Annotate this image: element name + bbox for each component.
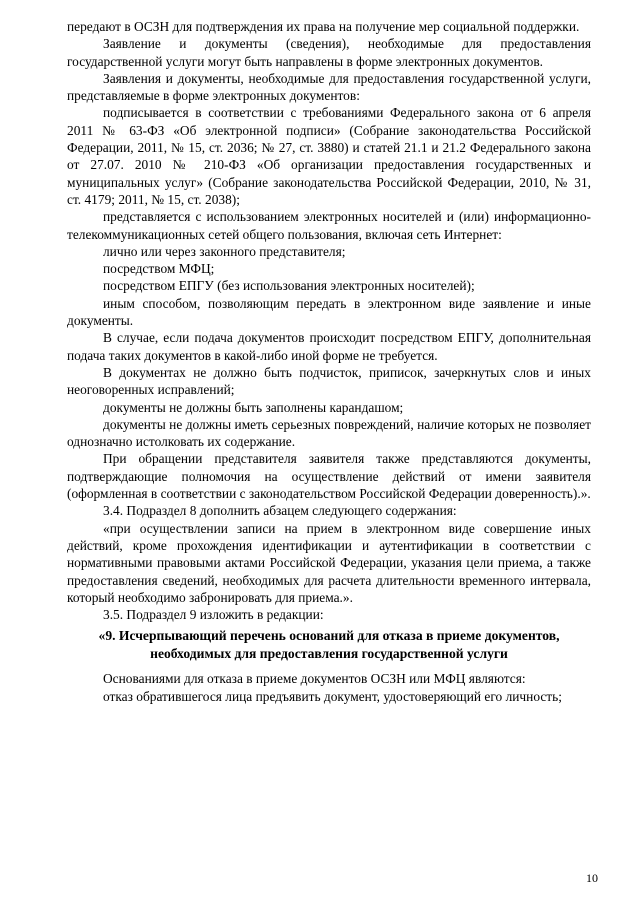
- document-body: [67, 18, 591, 705]
- paragraph: «при осуществлении записи на прием в электронном виде совершение иных действий, кроме прохождения идентификации и аутентификации в соответствии с нормативными правовыми актами Российской Федерации, указания цели приема, а также предоставления сведений, необходимых для расчета длительности временного интервала, который необходимо забронировать для приема.».: [67, 520, 591, 605]
- paragraph: представляется с использованием электронных носителей и (или) информационно-телекоммуникационных сетей общего пользования, включая сеть Интернет:: [67, 209, 591, 242]
- paragraph: передают в ОСЗН для подтверждения их права на получение мер социальной поддержки.: [67, 19, 580, 34]
- section-heading: [67, 627, 591, 662]
- paragraph: 3.5. Подраздел 9 изложить в редакции:: [103, 607, 324, 623]
- paragraph: 3.4. Подраздел 8 дополнить абзацем следующего содержания:: [103, 503, 457, 519]
- paragraph: лично или через законного представителя;: [103, 243, 346, 259]
- paragraph: В документах не должно быть подчисток, приписок, зачеркнутых слов и иных неоговоренных исправлений;: [67, 364, 591, 398]
- paragraph: В случае, если подача документов происходит посредством ЕПГУ, дополнительная подача таких документов в какой-либо иной форме не требуется.: [67, 330, 591, 363]
- page-number: 10: [586, 871, 598, 885]
- paragraph: документы не должны быть заполнены карандашом;: [103, 399, 404, 415]
- paragraph: посредством МФЦ;: [103, 261, 215, 277]
- paragraph: документы не должны иметь серьезных повреждений, наличие которых не позволяет однозначно истолковать их содержание.: [67, 416, 591, 450]
- section-heading-line-1: «9. Исчерпывающий перечень оснований для отказа в приеме документов,: [98, 628, 560, 644]
- body-paragraphs: [67, 18, 591, 623]
- paragraph: иным способом, позволяющим передать в электронном виде заявление и иные документы.: [67, 295, 591, 329]
- paragraph: Заявления и документы, необходимые для предоставления государственной услуги, представляемые в форме электронных документов:: [67, 70, 591, 104]
- paragraph: посредством ЕПГУ (без использования электронных носителей);: [103, 278, 475, 294]
- paragraph: Заявление и документы (сведения), необходимые для предоставления государственной услуги могут быть направлены в форме электронных документов.: [67, 36, 591, 69]
- paragraph: подписывается в соответствии с требованиями Федерального закона от 6 апреля 2011 № 63-ФЗ «Об электронной подписи» (Собрание законодательства Российской Федерации, 2011, № 15, ст. 2036; № 27, ст. 3880) и статей 21.1 и 21.2 Федерального закона от 27.07. 2010 № 210-ФЗ «Об организации предоставления государственных и муниципальных услуг» (Собрание законодательства Российской Федерации, 2010, № 31, ст. 4179; 2011, № 15, ст. 2038);: [67, 105, 591, 207]
- paragraph: При обращении представителя заявителя также представляются документы, подтверждающие полномочия на осуществление действий от имени заявителя (оформленная в соответствии с законодательством Российской Федерации доверенность).».: [67, 451, 591, 502]
- section-heading-line-2: необходимых для предоставления государственной услуги: [150, 645, 508, 661]
- paragraph: Основаниями для отказа в приеме документов ОСЗН или МФЦ являются:: [103, 671, 526, 687]
- body-paragraphs-after-heading: [67, 670, 591, 705]
- paragraph: отказ обратившегося лица предъявить документ, удостоверяющий его личность;: [103, 688, 562, 704]
